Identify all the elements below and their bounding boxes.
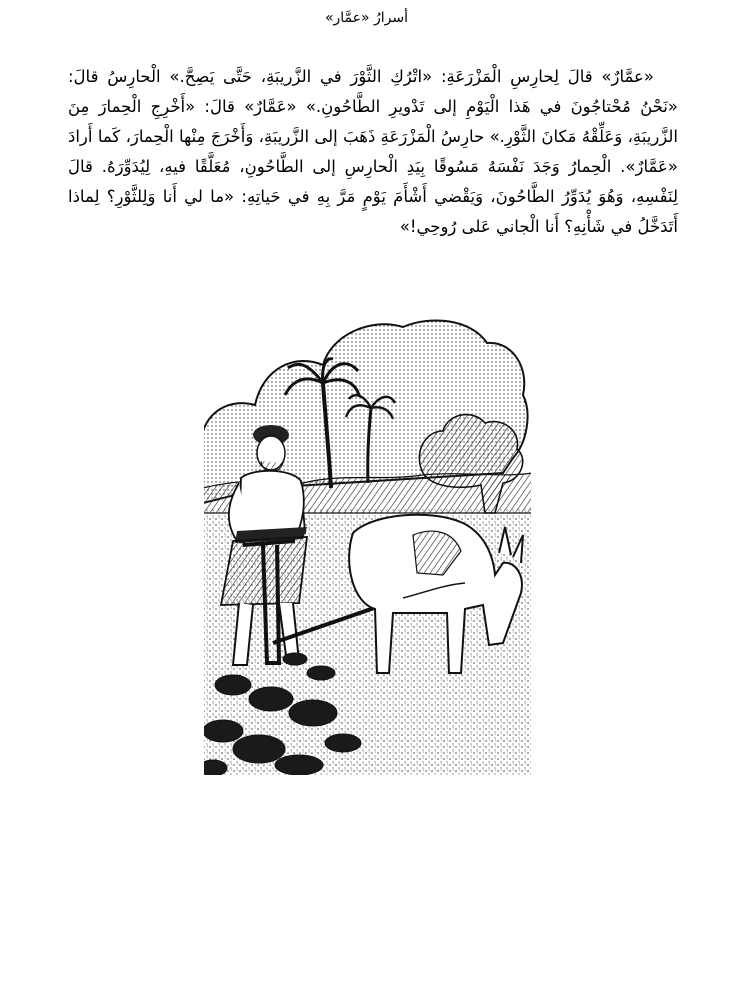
- farmer-plowing-illustration: [203, 313, 532, 776]
- story-paragraph: «عمَّارٌ» قالَ لِحارِسِ الْمَزْرَعَةِ: «اتْرُكِ الثَّوْرَ في الزَّريبَةِ، حَتَّى يَصِحَّ.» الْحارِسُ قالَ: «نَحْنُ مُحْتاجُونَ في هَذا الْيَوْمِ إلى تَدْويرِ الطَّاحُونِ.» «عَمَّارٌ» قالَ: «أَخْرِجِ الْحِمارَ مِنَ الزَّريبَةِ، وَعَلِّقْهُ مَكانَ الثَّوْرِ.» حارِسُ الْمَزْرَعَةِ ذَهَبَ إلى الزَّريبَةِ، وَأَخْرَجَ مِنْها الْحِمارَ، كَما أَرادَ «عَمَّارٌ». الْحِمارُ وَجَدَ نَفْسَهُ مَسُوقًا بِيَدِ الْحارِسِ إلى الطَّاحُونِ، مُعَلَّقًا فيهِ، لِيُدَوِّرَهُ. قالَ لِنَفْسِهِ، وَهُوَ يُدَوِّرُ الطَّاحُونَ، وَيَقْضي أَشْأَمَ يَوْمٍ مَرَّ بِهِ في حَياتِهِ: «ما لي أَنا وَلِلثَّوْرِ؟ لِماذا أَتَدَخَّلُ في شَأْنِهِ؟ أَنا الْجاني عَلى رُوحِي!»: [68, 67, 678, 236]
- story-text: [68, 62, 678, 242]
- running-title: أسرارُ «عمَّار»: [324, 10, 409, 26]
